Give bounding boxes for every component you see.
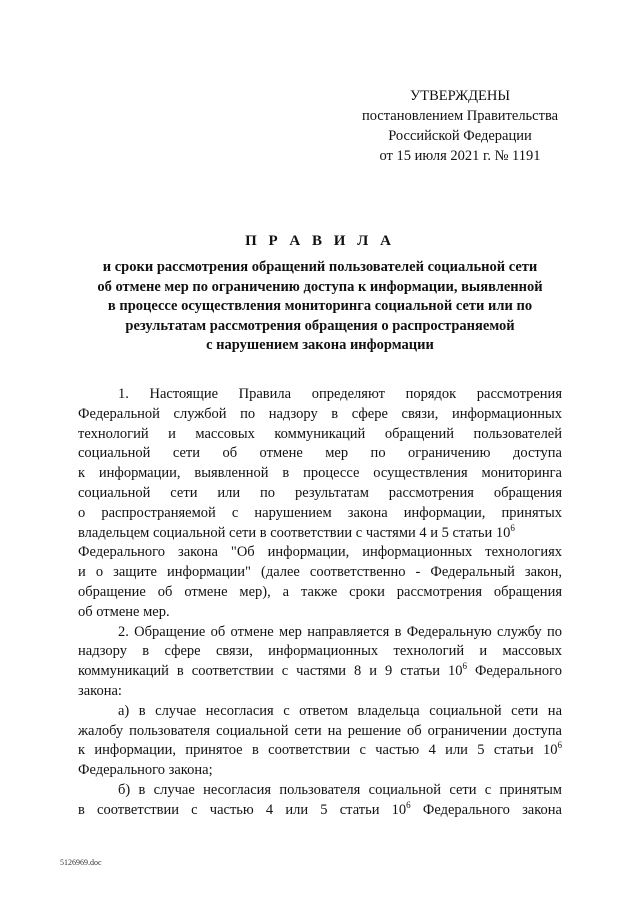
subtitle-line: об отмене мер по ограничению доступа к информации, выявленной — [97, 278, 543, 295]
approval-line-3: от 15 июля 2021 г. № 1191 — [379, 148, 541, 164]
approval-line-1: постановлением Правительства — [361, 108, 559, 124]
paragraph-1-line: о распространяемой с нарушением закона информации, принятых — [78, 504, 562, 521]
paragraph-1-line: технологий и массовых коммуникаций обращений пользователей — [78, 425, 562, 442]
subparagraph-b-text: в соответствии с частью 4 или 5 статьи 10 — [78, 801, 407, 818]
subparagraph-a-line — [78, 741, 562, 761]
paragraph-1-line — [78, 524, 562, 544]
subtitle-line: результатам рассмотрения обращения о распространяемой — [125, 317, 515, 334]
paragraph-2-text: Федерального — [466, 663, 562, 680]
paragraph-1-line: обращение об отмене мер), а также сроки рассмотрения обращения — [78, 583, 562, 600]
document-title: П Р А В И Л А — [245, 233, 395, 249]
paragraph-2-text: коммуникаций в соответствии с частями 8 и 9 статьи 10 — [78, 663, 463, 680]
paragraph-1-line: и о защите информации" (далее соответственно - Федеральный закон, — [78, 564, 562, 581]
paragraph-2-line: закона: — [78, 682, 122, 699]
approval-heading: УТВЕРЖДЕНЫ — [409, 88, 511, 104]
footer-filename: 5126969.doc — [60, 858, 102, 867]
subtitle-line: в процессе осуществления мониторинга социальной сети или по — [107, 298, 533, 314]
paragraph-1-line: об отмене мер. — [78, 603, 170, 620]
paragraph-1-line: 1. Настоящие Правила определяют порядок рассмотрения — [118, 386, 562, 402]
superscript: 6 — [462, 661, 467, 672]
subtitle-line: с нарушением закона информации — [206, 337, 434, 353]
subparagraph-a-line: а) в случае несогласия с ответом владельца социальной сети на — [118, 702, 562, 719]
subparagraph-a-text: к информации, принятое в соответствии с частью 4 или 5 статьи 10 — [78, 742, 558, 759]
subparagraph-b-line: б) в случае несогласия пользователя социальной сети с принятым — [118, 781, 562, 798]
subparagraph-b-text: Федерального закона — [410, 801, 562, 818]
superscript: 6 — [557, 740, 562, 751]
subparagraph-b-line — [78, 801, 562, 821]
paragraph-2-line: надзору в сфере связи, информационных технологий и массовых — [78, 643, 562, 660]
paragraph-1-text: владельцем социальной сети в соответствии с частями 4 и 5 статьи 10 — [78, 524, 511, 541]
document-subtitle — [70, 258, 570, 356]
paragraph-1-line: социальной сети или по результатам рассмотрения обращения — [78, 484, 562, 501]
approval-line-2: Российской Федерации — [388, 128, 532, 144]
paragraph-1-line: Федерального закона "Об информации, информационных технологиях — [78, 544, 562, 561]
superscript: 6 — [510, 522, 515, 533]
paragraph-2-line: 2. Обращение об отмене мер направляется в Федеральную службу по — [118, 623, 562, 640]
document-body — [78, 385, 562, 821]
approval-block — [340, 86, 580, 166]
paragraph-1-line: Федеральной службой по надзору в сфере связи, информационных — [78, 405, 562, 422]
subparagraph-a-line: Федерального закона; — [78, 762, 213, 779]
superscript: 6 — [406, 799, 411, 810]
subparagraph-a-line: жалобу пользователя социальной сети на решение об ограничении доступа — [78, 722, 562, 739]
subtitle-line: и сроки рассмотрения обращений пользователей социальной сети — [102, 259, 538, 275]
paragraph-1-line: к информации, выявленной в процессе осуществления мониторинга — [78, 465, 562, 482]
paragraph-1-line: социальной сети об отмене мер по ограничению доступа — [78, 445, 562, 462]
paragraph-2-line — [78, 662, 562, 682]
